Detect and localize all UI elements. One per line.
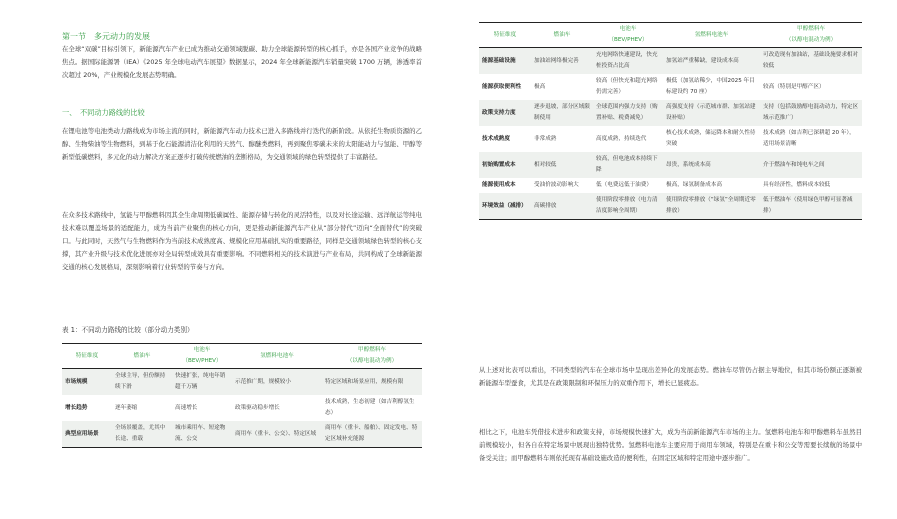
comparison-table-part2 xyxy=(479,22,862,220)
table-cell: 高强度支持（示范城市群、加氢站建设补贴） xyxy=(663,100,760,126)
header-cell: 电池车 （BEV/PHEV） xyxy=(608,26,648,43)
comparison-table-part1 xyxy=(62,343,422,448)
body-paragraph-2: 在众多技术路线中，氢能与甲醇燃料因其全生命周期低碳属性、能源存储与转化的灵活特性，以及对长途运输、远洋航运等纯电技术难以覆盖场景的适配能力，成为当前产业聚焦的核心方向，更是推动新能源汽车产业从“部分替代”迈向“全面替代”的突破口。与此同时，天然气与生物燃料作为当前技术成熟度高、规模化应用基础扎实的重要路径，同样是交通领域绿色转型的核心支撑，其产业升级与技术优化进展亦对全局转型成效具有重要影响。不同燃料相关的技术演进与产业布局，共同构成了全球新能源交通的核心发展格局，深刻影响着行业转型的节奏与方向。 xyxy=(62,211,422,271)
table-cell: 环境效益（减排） xyxy=(479,193,531,220)
header-cell: 氢燃料电池车 xyxy=(694,31,729,38)
table-cell: 较高（但快充和超充网络仍需完善） xyxy=(596,78,658,95)
table-row xyxy=(479,126,862,152)
table-cell: 受油价波动影响大 xyxy=(534,182,579,188)
header-cell: 甲醇燃料车 （以醇电混动为例） xyxy=(785,26,837,43)
table-cell: 初始购置成本 xyxy=(479,152,531,178)
subsection-title: 一、 不同动力路线的比较 xyxy=(62,108,145,117)
table-cell: 昂贵，系统成本高 xyxy=(663,152,760,178)
table-cell: 介于燃油车和纯电车之间 xyxy=(760,152,862,178)
table-cell: 城市乘用车、短途物流、公交 xyxy=(172,421,232,448)
table-cell: 技术成熟，生态初建（如吉利醇氢生态） xyxy=(325,399,415,416)
table-cell: 逐年萎缩 xyxy=(115,404,138,411)
table-cell: 相对较低 xyxy=(531,152,593,178)
header-cell: 燃油车 xyxy=(133,352,151,359)
analysis-paragraph-1: 从上述对比表可以看出，不同类型的汽车在全球市场中呈现出差异化的发展态势。燃油车尽管仍占据主导地位，但其市场份额正逐渐被新能源车型蚕食，尤其是在政策限制和环保压力的双重作用下，增长已显疲态。 xyxy=(479,366,862,387)
table-cell: 支持（包括鼓励醇电混动动力，特定区域示范推广） xyxy=(760,100,862,126)
table-cell: 商用车（重卡、船舶）、固定发电、特定区域补充能源 xyxy=(322,421,422,448)
table-cell: 典型应用场景 xyxy=(62,421,112,448)
table-cell: 具有经济性，燃料成本较低 xyxy=(763,182,831,188)
table-cell: 可改造现有加油站，基础设施要求相对较低 xyxy=(760,48,862,75)
body-paragraph-1: 在锂电池等电池类动力路线成为市场主流的同时，新能源汽车动力技术已进入多路线并行迭代的新阶段。从依托生物质资源的乙醇、生物柴油等生物燃料，到基于化石能源清洁化利用的天然气、醇醚类燃料，再到聚焦零碳未来的太阳能动力与氢能、甲醇等新型低碳燃料，多元化的动力解决方案正逐步打破传统燃油的垄断格局，为交通领域的绿色转型提供了丰富路径。 xyxy=(62,127,422,161)
header-cell: 特征维度 xyxy=(493,31,517,38)
table-cell: 逐步退坡，部分区域限制使用 xyxy=(531,100,593,126)
table-cell: 政策驱动稳步增长 xyxy=(235,404,280,411)
table-cell: 极低（加氢站稀少，中国2025 年目标建设约 70 座） xyxy=(666,78,755,95)
table-cell: 较高，但电池成本持续下降 xyxy=(593,152,663,178)
table-row xyxy=(62,369,422,396)
table-row xyxy=(479,193,862,220)
table-cell: 非常成熟 xyxy=(534,135,557,142)
table-cell: 商用车（重卡、公交）、特定区域 xyxy=(232,421,322,448)
table-row xyxy=(479,152,862,178)
table-row xyxy=(479,100,862,126)
table-cell: 全场景覆盖，尤其中长途、重载 xyxy=(112,421,172,448)
table-header-row xyxy=(479,23,862,48)
table-cell: 增长趋势 xyxy=(65,404,88,411)
header-cell: 特征维度 xyxy=(75,352,99,359)
table-row xyxy=(62,395,422,421)
table-cell: 较高（特别是甲醇产区） xyxy=(763,83,825,90)
table-cell: 充电网络快速建设，快充桩投资占比高 xyxy=(593,48,663,75)
table-row xyxy=(479,74,862,100)
table-cell: 技术成熟度 xyxy=(482,135,510,142)
table-cell: 能源使用成本 xyxy=(482,182,516,188)
table-cell: 使用阶段零排放（电力清洁度影响全周期） xyxy=(593,193,663,220)
table-cell: 极高 xyxy=(534,83,546,90)
table-row xyxy=(479,48,862,75)
table-cell: 使用阶段零排放（“绿氢”全周期近零排放） xyxy=(663,193,760,220)
header-cell: 电池车 （BEV/PHEV） xyxy=(182,347,222,364)
table-cell: 高碳排放 xyxy=(531,193,593,220)
table-cell: 市场规模 xyxy=(62,369,112,396)
header-cell: 甲醇燃料车 （以醇电混动为例） xyxy=(346,347,398,364)
table-caption: 表 1：不同动力路线的比较（部分动力类别） xyxy=(62,326,194,334)
header-cell: 燃油车 xyxy=(553,31,571,38)
table-cell: 低于燃油车（使用绿色甲醇可显著减排） xyxy=(760,193,862,220)
table-header-row xyxy=(62,344,422,369)
table-cell: 技术成熟（如吉利已深耕超 20 年），适用场景清晰 xyxy=(763,130,855,147)
table-cell: 低（电费远低于油费） xyxy=(596,182,652,188)
document-page-right xyxy=(449,0,897,519)
table-cell: 高度成熟，持续迭代 xyxy=(596,135,647,142)
table-cell: 全球主导，但份额持续下滑 xyxy=(112,369,172,396)
table-cell: 能源获取便利性 xyxy=(482,83,522,90)
header-cell: 氢燃料电池车 xyxy=(260,352,294,359)
intro-paragraph: 在全球“双碳”目标引领下，新能源汽车产业已成为推动交通领域脱碳、助力全球能源转型的核心抓手，亦是各国产业竞争的战略焦点。据国际能源署（IEA）《2025 年全球电动汽车展望》数据显示，2024 年全球新能源汽车销量突破 1700 万辆，渗透率首次超过 20%，产业规模化发展态势明确。 xyxy=(62,45,422,79)
table-cell: 特定区域和场景应用，规模有限 xyxy=(322,369,422,396)
table-cell: 政策支持力度 xyxy=(479,100,531,126)
table-cell: 高速增长 xyxy=(175,404,198,411)
table-cell: 加氢站严重稀缺，建设成本高 xyxy=(663,48,760,75)
table-cell: 加油站网络极完善 xyxy=(531,48,593,75)
table-cell: 能源基础设施 xyxy=(479,48,531,75)
document-page-left xyxy=(0,0,448,519)
table-row xyxy=(62,421,422,448)
table-cell: 示范推广期，规模较小 xyxy=(232,369,322,396)
table-cell: 极高，绿氢制备成本高 xyxy=(666,182,722,188)
table-cell: 核心技术成熟，储运降本和耐久性待突破 xyxy=(666,130,756,147)
table-cell: 全球范围内强力支持（购置补贴、税费减免） xyxy=(593,100,663,126)
table-row xyxy=(479,178,862,193)
section-title: 第一节 多元动力的发展 xyxy=(62,32,150,41)
analysis-paragraph-2: 相比之下，电池车凭借技术进步和政策支持，市场规模快速扩大，成为当前新能源汽车市场的主力。氢燃料电池车和甲醇燃料车虽然目前规模较小，但各自在特定场景中展现出独特优势。氢燃料电池车主要应用于商用车领域，特别是在重卡和公交等需要长续航的场景中备受关注；而甲醇燃料车则依托现有基础设施改造的便利性，在固定区域和特定用途中逐步推广。 xyxy=(479,428,862,462)
table-cell: 快速扩张，纯电年销超千万辆 xyxy=(172,369,232,396)
